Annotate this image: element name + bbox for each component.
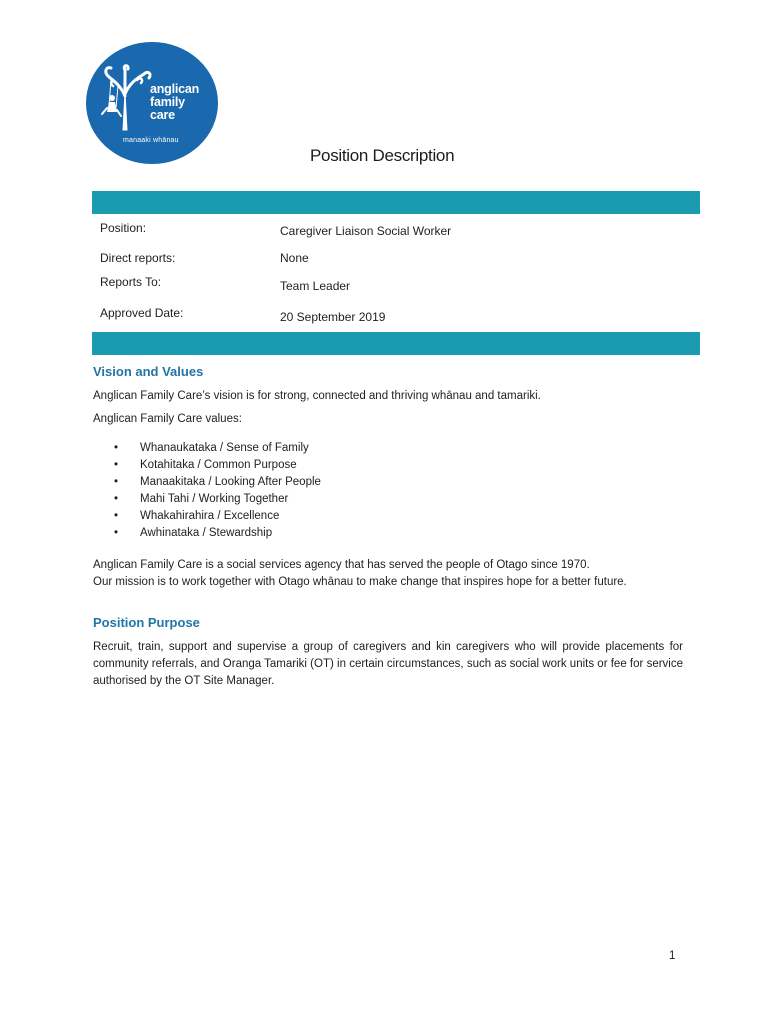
bullet-icon: • bbox=[114, 527, 119, 539]
agency-statement: Anglican Family Care is a social services agency that has served the people of Otago since 1970. bbox=[93, 559, 590, 571]
header-divider-bar bbox=[92, 191, 700, 214]
position-purpose-heading: Position Purpose bbox=[93, 615, 200, 630]
page-title: Position Description bbox=[310, 146, 455, 165]
position-label: Position: bbox=[100, 221, 147, 235]
direct-reports-label: Direct reports: bbox=[100, 251, 176, 265]
approved-date-label: Approved Date: bbox=[100, 306, 184, 320]
anglican-family-care-logo bbox=[86, 42, 218, 164]
info-divider-bar bbox=[92, 332, 700, 355]
list-item bbox=[114, 508, 321, 525]
position-value: Caregiver Liaison Social Worker bbox=[280, 224, 452, 238]
position-purpose-text: Recruit, train, support and supervise a group of caregivers and kin caregivers who will provide placements for community referrals, and Oranga Tamariki (OT) in certain circumstances, such as social work units or fee for service authorised by the OT Site Manager. bbox=[93, 641, 683, 687]
value-text: Mahi Tahi / Working Together bbox=[140, 493, 289, 505]
direct-reports-value: None bbox=[280, 251, 309, 265]
value-text: Manaakitaka / Looking After People bbox=[140, 476, 321, 488]
values-list bbox=[114, 440, 321, 542]
logo-wordmark-line2: family bbox=[150, 95, 185, 109]
vision-values-heading: Vision and Values bbox=[93, 364, 204, 379]
approved-date-value: 20 September 2019 bbox=[280, 310, 386, 324]
bullet-icon: • bbox=[114, 476, 119, 488]
bullet-icon: • bbox=[114, 493, 119, 505]
logo-wordmark-line1: anglican bbox=[150, 82, 200, 96]
logo-wordmark-line3: care bbox=[150, 108, 175, 122]
reports-to-value: Team Leader bbox=[280, 279, 351, 293]
logo-wordmark bbox=[150, 83, 199, 122]
logo-tagline: manaaki whānau bbox=[123, 137, 179, 144]
values-intro: Anglican Family Care values: bbox=[93, 413, 242, 425]
page-number: 1 bbox=[669, 950, 676, 962]
vision-statement: Anglican Family Care’s vision is for strong, connected and thriving whānau and tamariki. bbox=[93, 390, 541, 402]
value-text: Kotahitaka / Common Purpose bbox=[140, 459, 297, 471]
list-item bbox=[114, 491, 321, 508]
value-text: Whakahirahira / Excellence bbox=[140, 510, 280, 522]
value-text: Awhinataka / Stewardship bbox=[140, 527, 273, 539]
list-item bbox=[114, 525, 321, 542]
tree-swing-icon bbox=[96, 62, 156, 132]
value-text: Whanaukataka / Sense of Family bbox=[140, 442, 309, 454]
bullet-icon: • bbox=[114, 459, 119, 471]
list-item bbox=[114, 474, 321, 491]
list-item bbox=[114, 440, 321, 457]
bullet-icon: • bbox=[114, 510, 119, 522]
bullet-icon: • bbox=[114, 442, 119, 454]
mission-statement: Our mission is to work together with Otago whānau to make change that inspires hope for a better future. bbox=[93, 576, 627, 588]
reports-to-label: Reports To: bbox=[100, 275, 162, 289]
list-item bbox=[114, 457, 321, 474]
